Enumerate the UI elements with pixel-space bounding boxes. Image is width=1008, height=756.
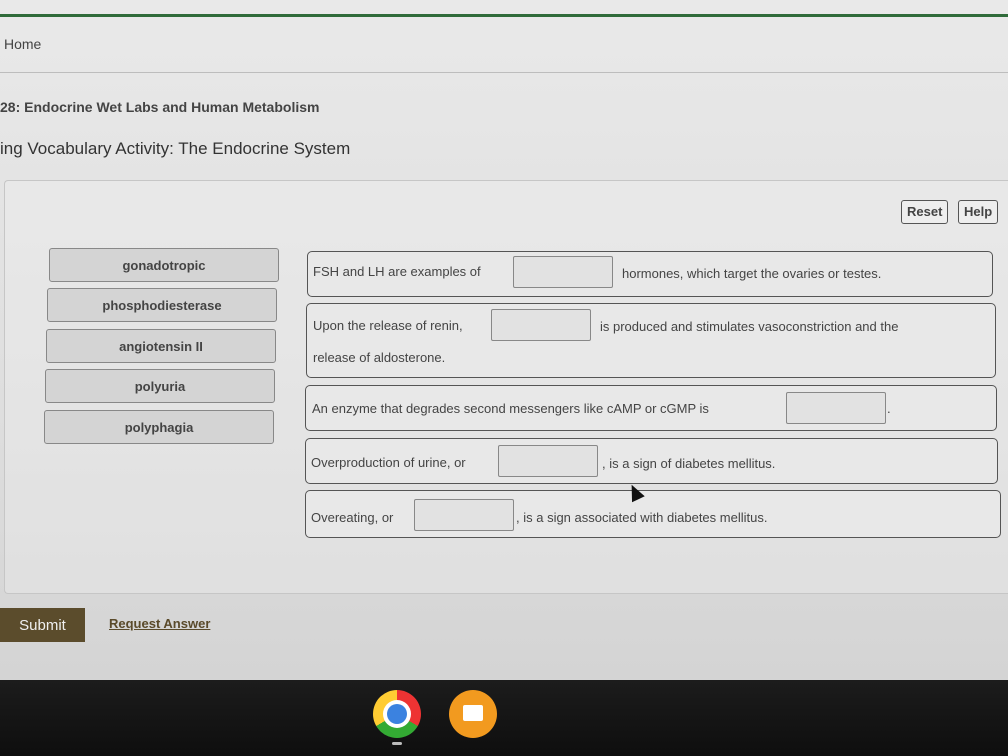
question-5-drop-target[interactable] — [414, 499, 514, 531]
divider — [0, 72, 1008, 73]
term-chip-angiotensin-ii[interactable]: angiotensin II — [46, 329, 276, 363]
taskbar — [0, 680, 1008, 756]
question-1-drop-target[interactable] — [513, 256, 613, 288]
question-4-text-after: , is a sign of diabetes mellitus. — [602, 456, 776, 471]
question-4-drop-target[interactable] — [498, 445, 598, 477]
term-chip-polyuria[interactable]: polyuria — [45, 369, 275, 403]
question-4-text-before: Overproduction of urine, or — [311, 455, 466, 470]
home-link[interactable]: Home — [4, 36, 42, 52]
question-5-text-before: Overeating, or — [311, 510, 394, 525]
question-1-text-after: hormones, which target the ovaries or testes. — [622, 266, 882, 281]
course-title: 28: Endocrine Wet Labs and Human Metabolism — [0, 99, 320, 115]
running-indicator — [392, 742, 402, 745]
question-2-text-after: is produced and stimulates vasoconstriction and the — [600, 319, 899, 334]
top-accent-bar — [0, 14, 1008, 17]
question-2-text-line2: release of aldosterone. — [313, 350, 446, 365]
request-answer-link[interactable]: Request Answer — [109, 616, 211, 631]
question-2-box — [306, 303, 996, 378]
question-3-text-before: An enzyme that degrades second messengers like cAMP or cGMP is — [312, 401, 709, 416]
question-1-text-before: FSH and LH are examples of — [313, 264, 481, 279]
question-2-text-before: Upon the release of renin, — [313, 318, 463, 333]
chrome-icon[interactable] — [373, 690, 421, 738]
term-chip-polyphagia[interactable]: polyphagia — [44, 410, 274, 444]
help-button[interactable]: Help — [958, 200, 998, 224]
files-icon[interactable] — [449, 690, 497, 738]
question-3-drop-target[interactable] — [786, 392, 886, 424]
question-3-text-after: . — [887, 401, 891, 416]
activity-title: ing Vocabulary Activity: The Endocrine System — [0, 139, 351, 158]
term-chip-phosphodiesterase[interactable]: phosphodiesterase — [47, 288, 277, 322]
reset-button[interactable]: Reset — [901, 200, 948, 224]
question-2-drop-target[interactable] — [491, 309, 591, 341]
submit-button[interactable]: Submit — [0, 608, 85, 642]
question-5-text-after: , is a sign associated with diabetes mellitus. — [516, 510, 768, 525]
term-chip-gonadotropic[interactable]: gonadotropic — [49, 248, 279, 282]
